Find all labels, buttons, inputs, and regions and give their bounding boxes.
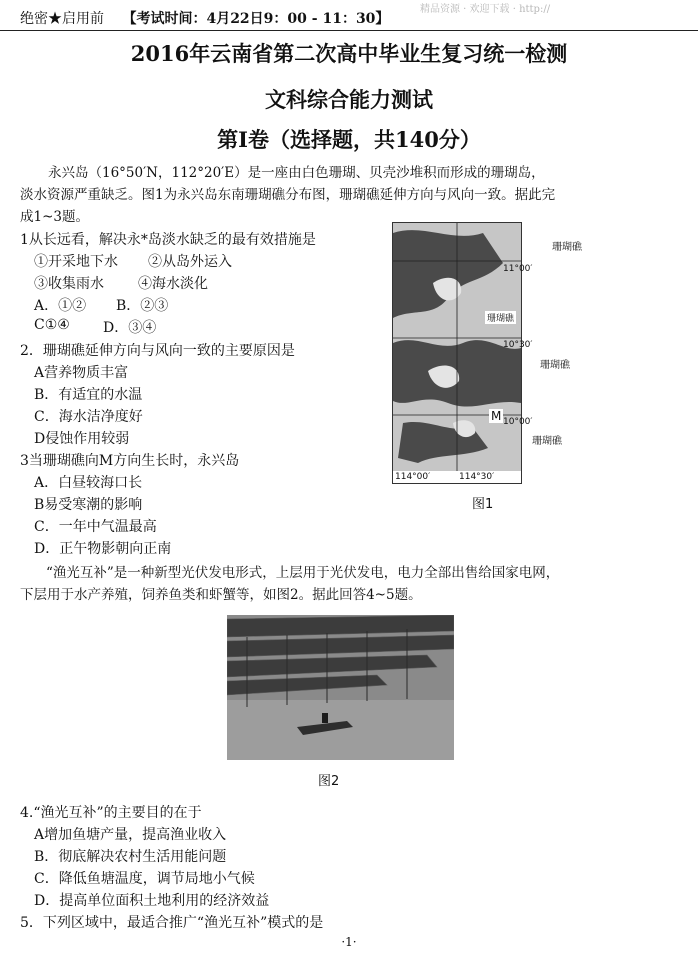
intro1-line1: 永兴岛（16°50′N，112°20′E）是一座由白色珊瑚、贝壳沙堆积而形成的珊瑚岛， [48, 165, 545, 181]
figure2-photo [227, 615, 454, 760]
page-number: ·1· [341, 935, 357, 949]
figure1-reef-label-mid: 珊瑚礁 [540, 360, 570, 371]
figure1-map-drawing [393, 223, 521, 483]
q1-answer-d: D．③④ [103, 320, 157, 336]
q3-option-a: A．白昼较海口长 [34, 475, 143, 491]
q1-answer-c: C①④ [34, 317, 70, 333]
exam-time: 【考试时间：4月22日9：00 - 11：30】 [122, 11, 390, 27]
figure1-longitude-1: 114°00′ [395, 472, 431, 482]
q1-option-4: ④海水淡化 [138, 276, 208, 292]
figure1-latitude-3: 10°00′ [503, 417, 533, 427]
header-divider [0, 30, 698, 31]
paper-title: 2016年云南省第二次高中毕业生复习统一检测 [130, 41, 568, 66]
q3-option-b: B易受寒潮的影响 [34, 497, 143, 513]
intro1-line2: 淡水资源严重缺乏。图1为永兴岛东南珊瑚礁分布图，珊瑚礁延伸方向与风向一致。据此完 [20, 187, 556, 203]
intro2-line1: “渔光互补”是一种新型光伏发电形式，上层用于光伏发电，电力全部出售给国家电网， [46, 565, 560, 581]
q2-stem: 2．珊瑚礁延伸方向与风向一致的主要原因是 [20, 343, 295, 359]
figure1-caption: 图1 [472, 497, 494, 512]
figure1-reef-label-1: 珊瑚礁 [485, 311, 516, 324]
q1-option-3: ③收集雨水 [34, 276, 104, 292]
figure1-longitude-2: 114°30′ [459, 472, 495, 482]
secret-label: 绝密★启用前 [20, 11, 104, 27]
exam-header [20, 8, 389, 28]
figure2-caption: 图2 [318, 774, 340, 789]
q1-option-2: ②从岛外运入 [148, 254, 232, 270]
figure2-photo-drawing [227, 615, 454, 760]
q2-option-b: B．有适宜的水温 [34, 387, 143, 403]
figure1-latitude-1: 11°00′ [503, 264, 533, 274]
header-faint-text: 精品资源 · 欢迎下载 · http:// [420, 4, 551, 15]
q3-option-c: C．一年中气温最高 [34, 519, 157, 535]
q5-stem: 5．下列区域中，最适合推广“渔光互补”模式的是 [20, 915, 324, 931]
subject-title: 文科综合能力测试 [265, 87, 433, 112]
q2-option-a: A营养物质丰富 [34, 365, 129, 381]
q4-option-c: C．降低鱼塘温度，调节局地小气候 [34, 871, 255, 887]
q3-stem: 3当珊瑚礁向M方向生长时，永兴岛 [20, 453, 240, 469]
intro2-line2: 下层用于水产养殖，饲养鱼类和虾蟹等，如图2。据此回答4~5题。 [20, 587, 422, 603]
figure1-reef-label-bottom: 珊瑚礁 [532, 436, 562, 447]
intro1-line3: 成1~3题。 [20, 209, 89, 225]
q2-option-d: D侵蚀作用较弱 [34, 431, 130, 447]
figure1-map [392, 222, 533, 484]
q4-stem: 4.“渔光互补”的主要目的在于 [20, 805, 202, 821]
q1-stem: 1从长远看，解决永*岛淡水缺乏的最有效措施是 [20, 232, 316, 248]
q3-option-d: D．正午物影朝向正南 [34, 541, 172, 557]
figure1-marker-m: M [491, 409, 502, 423]
q1-answer-a: A．①② [34, 298, 87, 314]
q4-option-d: D．提高单位面积土地利用的经济效益 [34, 893, 270, 909]
figure1-latitude-2: 10°30′ [503, 340, 533, 350]
q2-option-c: C．海水洁净度好 [34, 409, 143, 425]
q1-answer-b: B．②③ [116, 298, 169, 314]
q1-option-1: ①开采地下水 [34, 254, 118, 270]
section-title: 第Ⅰ卷（选择题，共140分） [217, 127, 481, 152]
figure1-reef-label-top: 珊瑚礁 [552, 242, 582, 253]
q4-option-b: B．彻底解决农村生活用能问题 [34, 849, 227, 865]
q4-option-a: A增加鱼塘产量，提高渔业收入 [34, 827, 227, 843]
